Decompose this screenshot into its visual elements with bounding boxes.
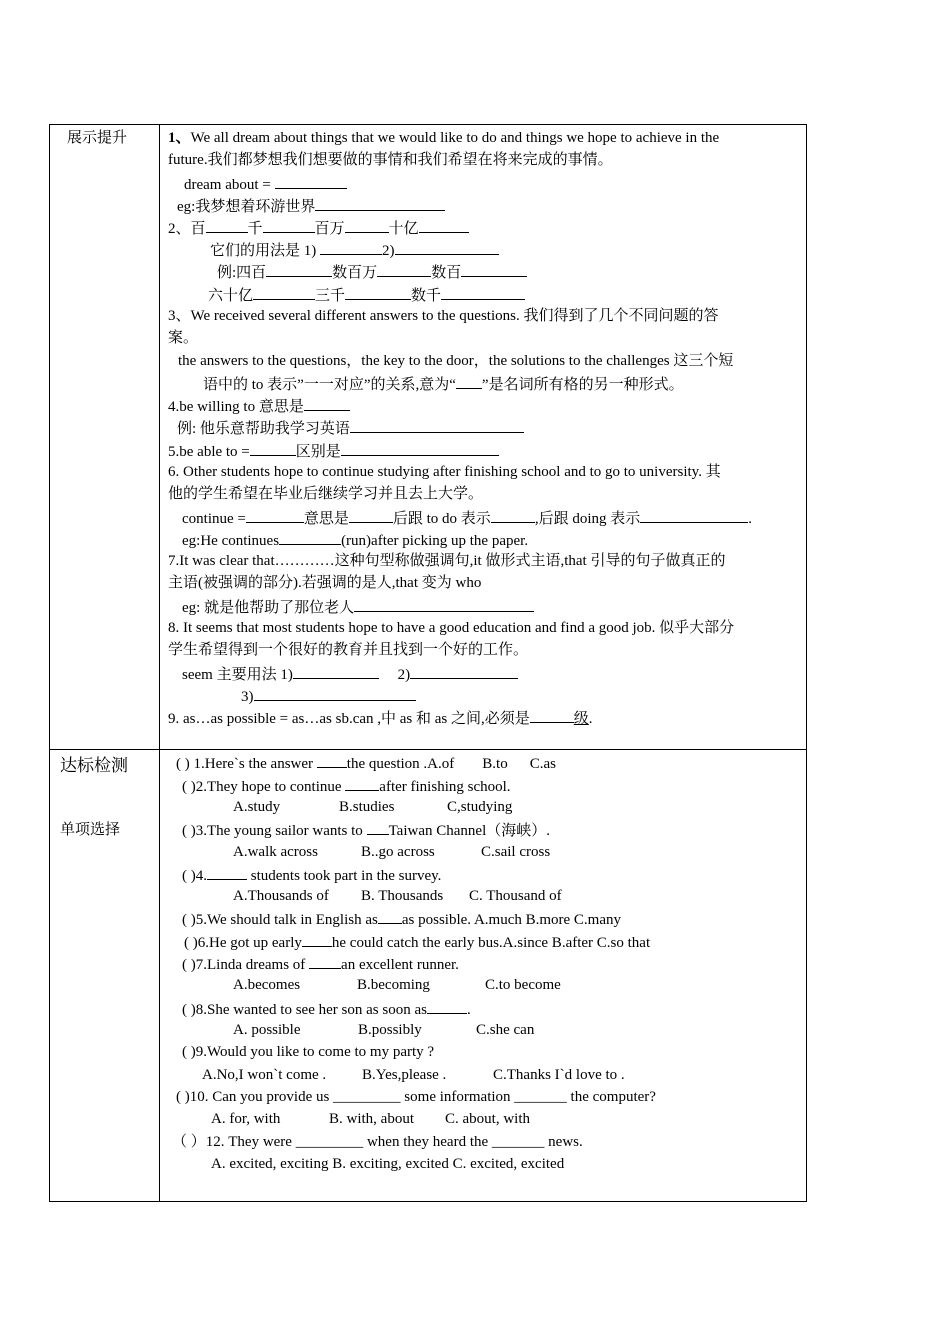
text-line: 6. Other students hope to continue studying after finishing school and to go to university. 其	[168, 464, 721, 480]
example-line: 六十亿 三千 数千	[208, 285, 525, 306]
as-possible-line: 9. as…as possible = as…as sb.can ,中 as 和 as 之间,必须是 级.	[168, 708, 593, 729]
text-line: 8. It seems that most students hope to have a good education and find a good job. 似乎大部分	[168, 620, 735, 636]
answer-blank[interactable]	[206, 218, 248, 233]
answer-blank[interactable]	[491, 508, 535, 523]
answer-blank[interactable]	[304, 396, 350, 411]
answer-blank[interactable]	[341, 441, 499, 456]
answer-blank[interactable]	[530, 708, 574, 723]
question-2-options: A.study B.studies C,studying	[233, 799, 513, 815]
text-line: 主语(被强调的部分).若强调的是人,that 变为 who	[168, 575, 482, 591]
dream-about-line: dream about =	[184, 174, 347, 195]
answer-blank[interactable]	[395, 240, 499, 255]
question-4: ( )4. students took part in the survey.	[182, 865, 441, 886]
example-line: 例: 他乐意帮助我学习英语	[177, 418, 524, 439]
section-label-check: 达标检测	[60, 756, 128, 776]
question-3-options: A.walk across B..go across C.sail cross	[233, 844, 551, 860]
question-7: ( )7.Linda dreams of an excellent runner.	[182, 954, 459, 975]
question-10-options: A. for, with B. with, about C. about, with	[211, 1111, 530, 1127]
question-6: ( )6.He got up early he could catch the early bus.A.since B.after C.so that	[184, 932, 650, 953]
question-4-options: A.Thousands of B. Thousands C. Thousand of	[233, 888, 562, 904]
continue-line: continue = 意思是 后跟 to do 表示 ,后跟 doing 表示 .	[182, 508, 752, 529]
answer-blank[interactable]	[253, 285, 315, 300]
answer-blank[interactable]	[302, 932, 332, 947]
example-line: eg:我梦想着环游世界	[177, 196, 445, 217]
text-line: 学生希望得到一个很好的教育并且找到一个好的工作。	[168, 642, 529, 658]
question-5: ( )5.We should talk in English as as possible. A.much B.more C.many	[182, 909, 621, 930]
answer-blank[interactable]	[250, 441, 296, 456]
answer-blank[interactable]	[410, 664, 518, 679]
answer-blank[interactable]	[350, 418, 524, 433]
question-12: （ ）12. They were _________ when they heard the _______ news.	[172, 1134, 583, 1150]
answer-blank[interactable]	[254, 686, 416, 701]
question-2: ( )2.They hope to continue after finishing school.	[182, 776, 511, 797]
question-8: ( )8.She wanted to see her son as soon as .	[182, 999, 471, 1020]
text-line: 他的学生希望在毕业后继续学习并且去上大学。	[168, 486, 484, 502]
answer-blank[interactable]	[456, 374, 482, 389]
row-divider	[50, 749, 806, 750]
text-line: future.我们都梦想我们想要做的事情和我们希望在将来完成的事情。	[168, 152, 613, 168]
answer-blank[interactable]	[315, 196, 445, 211]
question-10: ( )10. Can you provide us _________ some information _______ the computer?	[176, 1089, 656, 1105]
seem-usage-line: seem 主要用法 1) 2)	[182, 664, 518, 685]
answer-blank[interactable]	[349, 508, 393, 523]
column-divider	[159, 125, 160, 1201]
example-line: eg: 就是他帮助了那位老人	[182, 597, 534, 618]
answer-blank[interactable]	[427, 999, 467, 1014]
answer-blank[interactable]	[354, 597, 534, 612]
answer-blank[interactable]	[266, 262, 332, 277]
seem-usage-line: 3)	[241, 686, 416, 707]
answer-blank[interactable]	[345, 776, 379, 791]
question-7-options: A.becomes B.becoming C.to become	[233, 977, 561, 993]
example-line: eg:He continues (run)after picking up the paper.	[182, 530, 528, 551]
answer-blank[interactable]	[263, 218, 315, 233]
question-1: ( ) 1.Here`s the answer the question .A.of B.to C.as	[176, 753, 556, 774]
text-line: 语中的 to 表示”一一对应”的关系,意为“ ”是名词所有格的另一种形式。	[203, 374, 684, 395]
answer-blank[interactable]	[419, 218, 469, 233]
answer-blank[interactable]	[246, 508, 304, 523]
example-line: 例:四百 数百万 数百	[217, 262, 527, 283]
answer-blank[interactable]	[275, 174, 347, 189]
question-12-options: A. excited, exciting B. exciting, excited C. excited, excited	[211, 1156, 565, 1172]
answer-blank[interactable]	[441, 285, 525, 300]
be-able-line: 5.be able to = 区别是	[168, 441, 499, 462]
worksheet-table	[49, 124, 807, 1202]
answer-blank[interactable]	[367, 820, 389, 835]
text-line: 3、We received several different answers to the questions. 我们得到了几个不同问题的答	[168, 308, 719, 324]
answer-blank[interactable]	[309, 954, 341, 969]
answer-blank[interactable]	[279, 530, 341, 545]
answer-blank[interactable]	[320, 240, 382, 255]
question-8-options: A. possible B.possibly C.she can	[233, 1022, 535, 1038]
answer-blank[interactable]	[378, 909, 402, 924]
answer-blank[interactable]	[461, 262, 527, 277]
answer-blank[interactable]	[640, 508, 748, 523]
question-9-options: A.No,I won`t come . B.Yes,please . C.Thanks I`d love to .	[202, 1067, 625, 1083]
be-willing-line: 4.be willing to 意思是	[168, 396, 350, 417]
answer-blank[interactable]	[293, 664, 379, 679]
question-3: ( )3.The young sailor wants to Taiwan Channel（海峡）.	[182, 820, 550, 841]
question-9: ( )9.Would you like to come to my party ?	[182, 1044, 435, 1060]
answer-blank[interactable]	[377, 262, 431, 277]
text-line: 7.It was clear that…………这种句型称做强调句,it 做形式主语,that 引导的句子做真正的	[168, 553, 726, 569]
answer-blank[interactable]	[345, 218, 389, 233]
text-line: the answers to the questions，the key to the door，the solutions to the challenges 这三个短	[178, 353, 734, 369]
usage-line: 它们的用法是 1) 2)	[210, 240, 499, 261]
answer-blank[interactable]	[207, 865, 247, 880]
text-line: 案。	[168, 330, 199, 346]
item-1-line: 1、We all dream about things that we would like to do and things we hope to achieve in the	[168, 130, 720, 146]
numbers-line: 2、百 千 百万 十亿	[168, 218, 469, 239]
section-label-single-choice: 单项选择	[60, 820, 121, 838]
section-label-display: 展示提升	[67, 128, 128, 146]
answer-blank[interactable]	[345, 285, 411, 300]
answer-blank[interactable]	[317, 753, 347, 768]
